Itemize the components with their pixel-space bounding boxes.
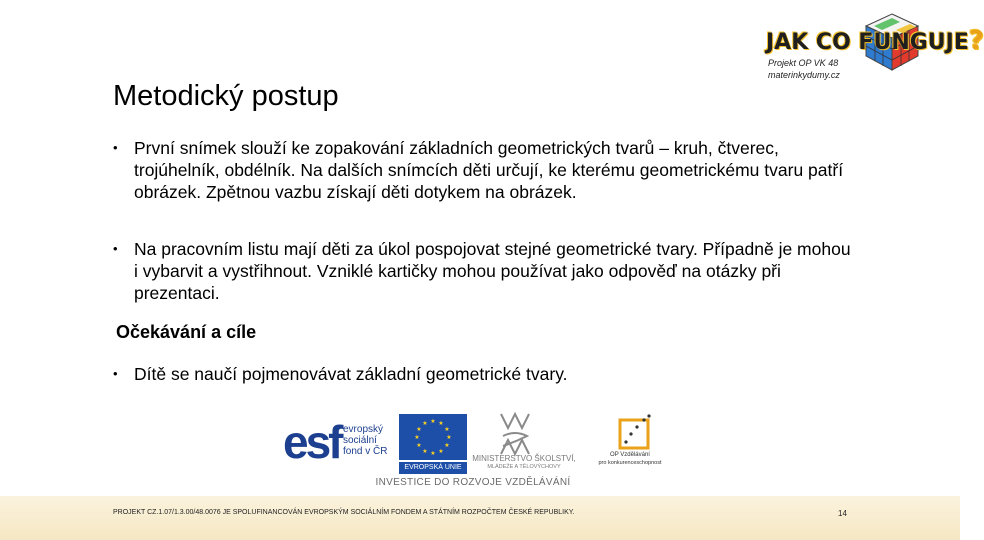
svg-text:★: ★ [444,426,450,433]
svg-text:★: ★ [414,434,420,441]
bullet-item [113,137,853,203]
svg-text:★: ★ [430,450,436,457]
svg-text:★: ★ [446,434,452,441]
footer-band [0,496,960,540]
op-vk-mark-icon [615,412,655,452]
esf-letters: esf [283,416,341,468]
project-logo [762,8,984,86]
slide-title: Metodický postup [113,80,339,112]
bullet-text: Dítě se naučí pojmenovávat základní geometrické tvary. [134,364,568,384]
svg-text:★: ★ [416,426,422,433]
op-vk-caption-1: OP Vzdělávání [610,452,650,458]
logo-website-line: materinkydumy.cz [768,70,840,80]
msmt-caption-2: MLÁDEŽE A TĚLOVÝCHOVY [487,464,561,470]
svg-text:★: ★ [422,420,428,427]
svg-text:★: ★ [438,420,444,427]
bullet-item [113,238,853,304]
svg-text:★: ★ [422,448,428,455]
esf-caption: evropský sociální fond v ČR [343,424,388,457]
section-subheading: Očekávání a cíle [116,322,257,342]
bullet-text: Na pracovním listu mají děti za úkol pospojovat stejné geometrické tvary. Případně je mohou i vybarvit a vystřihnout. Vzniklé kartičky mohou používat jako odpověď na otázky při prezentaci. [134,239,851,303]
svg-text:★: ★ [430,418,436,425]
bullet-dot: • [113,140,118,155]
svg-text:★: ★ [416,442,422,449]
investice-slogan: INVESTICE DO ROZVOJE VZDĚLÁVÁNÍ [375,477,571,488]
msmt-mark-icon [499,410,533,456]
esf-logo [283,414,395,472]
op-vk-caption-2: pro konkurenceschopnost [598,460,662,466]
partner-logos [283,410,663,490]
msmt-caption-1: MINISTERSTVO ŠKOLSTVÍ, [472,454,576,463]
op-vk-logo [597,410,663,472]
eu-label: EVROPSKÁ UNIE [399,462,467,474]
footer-funding-text: PROJEKT CZ.1.07/1.3.00/48.0076 JE SPOLUFINANCOVÁN EVROPSKÝM SOCIÁLNÍM FONDEM A STÁTNÍM ROZPOČTEM ČESKÉ REPUBLIKY. [113,509,575,516]
msmt-logo [469,410,579,472]
logo-title: JAK CO FUNGUJE? [766,26,984,56]
eu-logo [399,414,467,472]
logo-project-line: Projekt OP VK 48 [768,58,839,68]
svg-text:★: ★ [444,442,450,449]
bullet-item [113,363,853,385]
svg-text:★: ★ [438,448,444,455]
bullet-dot: • [113,241,118,256]
bullet-text: První snímek slouží ke zopakování základních geometrických tvarů – kruh, čtverec, trojúhelník, obdélník. Na dalších snímcích děti určují, ke kterému geometrickému tvaru patří obrázek. Zpětnou vazbu získají děti dotykem na obrázek. [134,138,844,202]
eu-flag-icon [399,414,467,460]
bullet-dot: • [113,366,118,381]
page-number: 14 [838,509,847,518]
